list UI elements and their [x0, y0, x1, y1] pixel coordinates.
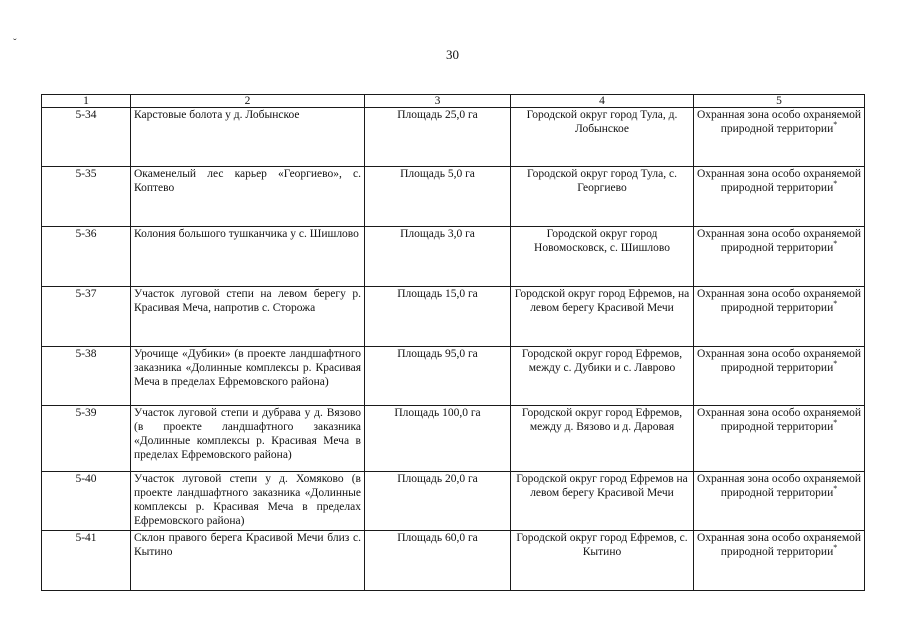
object-location: Городской округ город Новомосковск, с. Шишлово — [511, 227, 694, 287]
object-location: Городской округ город Ефремов, между д. Вязово и д. Даровая — [511, 406, 694, 472]
object-area: Площадь 20,0 га — [365, 472, 511, 531]
zone-text: Охранная зона особо охраняемой природной территории — [697, 109, 862, 135]
object-name: Участок луговой степи и дубрава у д. Вязово (в проекте ландшафтного заказника «Долинные комплексы р. Красивая Меча в пределах Ефремовского района) — [131, 406, 365, 472]
table-row — [42, 531, 865, 591]
row-number: 5-36 — [42, 227, 131, 287]
footnote-mark: * — [833, 543, 838, 553]
row-number: 5-41 — [42, 531, 131, 591]
row-number: 5-35 — [42, 167, 131, 227]
header-col-5: 5 — [694, 95, 865, 108]
zone-type — [694, 227, 865, 287]
zone-text: Охранная зона особо охраняемой природной территории — [697, 168, 862, 194]
header-col-4: 4 — [511, 95, 694, 108]
row-number: 5-39 — [42, 406, 131, 472]
footnote-mark: * — [833, 484, 838, 494]
header-col-1: 1 — [42, 95, 131, 108]
zone-type — [694, 108, 865, 167]
table-row — [42, 108, 865, 167]
footnote-mark: * — [833, 179, 838, 189]
table-row — [42, 227, 865, 287]
zone-text: Охранная зона особо охраняемой природной территории — [697, 473, 862, 499]
row-number: 5-38 — [42, 347, 131, 406]
zone-type — [694, 531, 865, 591]
footnote-mark: * — [833, 239, 838, 249]
zone-text: Охранная зона особо охраняемой природной территории — [697, 288, 862, 314]
footnote-mark: * — [833, 359, 838, 369]
page-number: 30 — [446, 47, 459, 62]
object-area: Площадь 5,0 га — [365, 167, 511, 227]
zone-text: Охранная зона особо охраняемой природной территории — [697, 532, 862, 558]
zone-type — [694, 167, 865, 227]
object-area: Площадь 25,0 га — [365, 108, 511, 167]
zone-type — [694, 406, 865, 472]
table-row — [42, 406, 865, 472]
object-name: Колония большого тушканчика у с. Шишлово — [131, 227, 365, 287]
header-col-3: 3 — [365, 95, 511, 108]
object-name: Окаменелый лес карьер «Георгиево», с. Коптево — [131, 167, 365, 227]
zone-text: Охранная зона особо охраняемой природной территории — [697, 228, 862, 254]
object-location: Городской округ город Ефремов, с. Кытино — [511, 531, 694, 591]
row-number: 5-40 — [42, 472, 131, 531]
table-row — [42, 347, 865, 406]
row-number: 5-37 — [42, 287, 131, 347]
zone-text: Охранная зона особо охраняемой природной территории — [697, 407, 862, 433]
zone-type — [694, 347, 865, 406]
footnote-mark: * — [833, 299, 838, 309]
object-area: Площадь 60,0 га — [365, 531, 511, 591]
object-area: Площадь 3,0 га — [365, 227, 511, 287]
object-location: Городской округ город Ефремов, на левом берегу Красивой Мечи — [511, 287, 694, 347]
zone-type — [694, 472, 865, 531]
protected-zones-table — [41, 94, 865, 591]
object-location: Городской округ город Тула, с. Георгиево — [511, 167, 694, 227]
zone-text: Охранная зона особо охраняемой природной территории — [697, 348, 862, 374]
header-col-2: 2 — [131, 95, 365, 108]
object-name: Участок луговой степи на левом берегу р. Красивая Меча, напротив с. Сторожа — [131, 287, 365, 347]
object-location: Городской округ город Тула, д. Лобынское — [511, 108, 694, 167]
object-location: Городской округ город Ефремов, между с. Дубики и с. Лаврово — [511, 347, 694, 406]
object-area: Площадь 95,0 га — [365, 347, 511, 406]
object-name: Карстовые болота у д. Лобынское — [131, 108, 365, 167]
table-row — [42, 287, 865, 347]
row-number: 5-34 — [42, 108, 131, 167]
footnote-mark: * — [833, 418, 838, 428]
object-location: Городской округ город Ефремов на левом берегу Красивой Мечи — [511, 472, 694, 531]
object-area: Площадь 15,0 га — [365, 287, 511, 347]
scan-artifact-mark: ˇ — [13, 37, 17, 49]
table-header-row — [42, 95, 865, 108]
object-area: Площадь 100,0 га — [365, 406, 511, 472]
object-name: Участок луговой степи у д. Хомяково (в проекте ландшафтного заказника «Долинные комплексы р. Красивая Меча в пределах Ефремовского района) — [131, 472, 365, 531]
zone-type — [694, 287, 865, 347]
table-row — [42, 167, 865, 227]
footnote-mark: * — [833, 120, 838, 130]
object-name: Склон правого берега Красивой Мечи близ с. Кытино — [131, 531, 365, 591]
table-row — [42, 472, 865, 531]
object-name: Урочище «Дубики» (в проекте ландшафтного заказника «Долинные комплексы р. Красивая Меча в пределах Ефремовского района) — [131, 347, 365, 406]
